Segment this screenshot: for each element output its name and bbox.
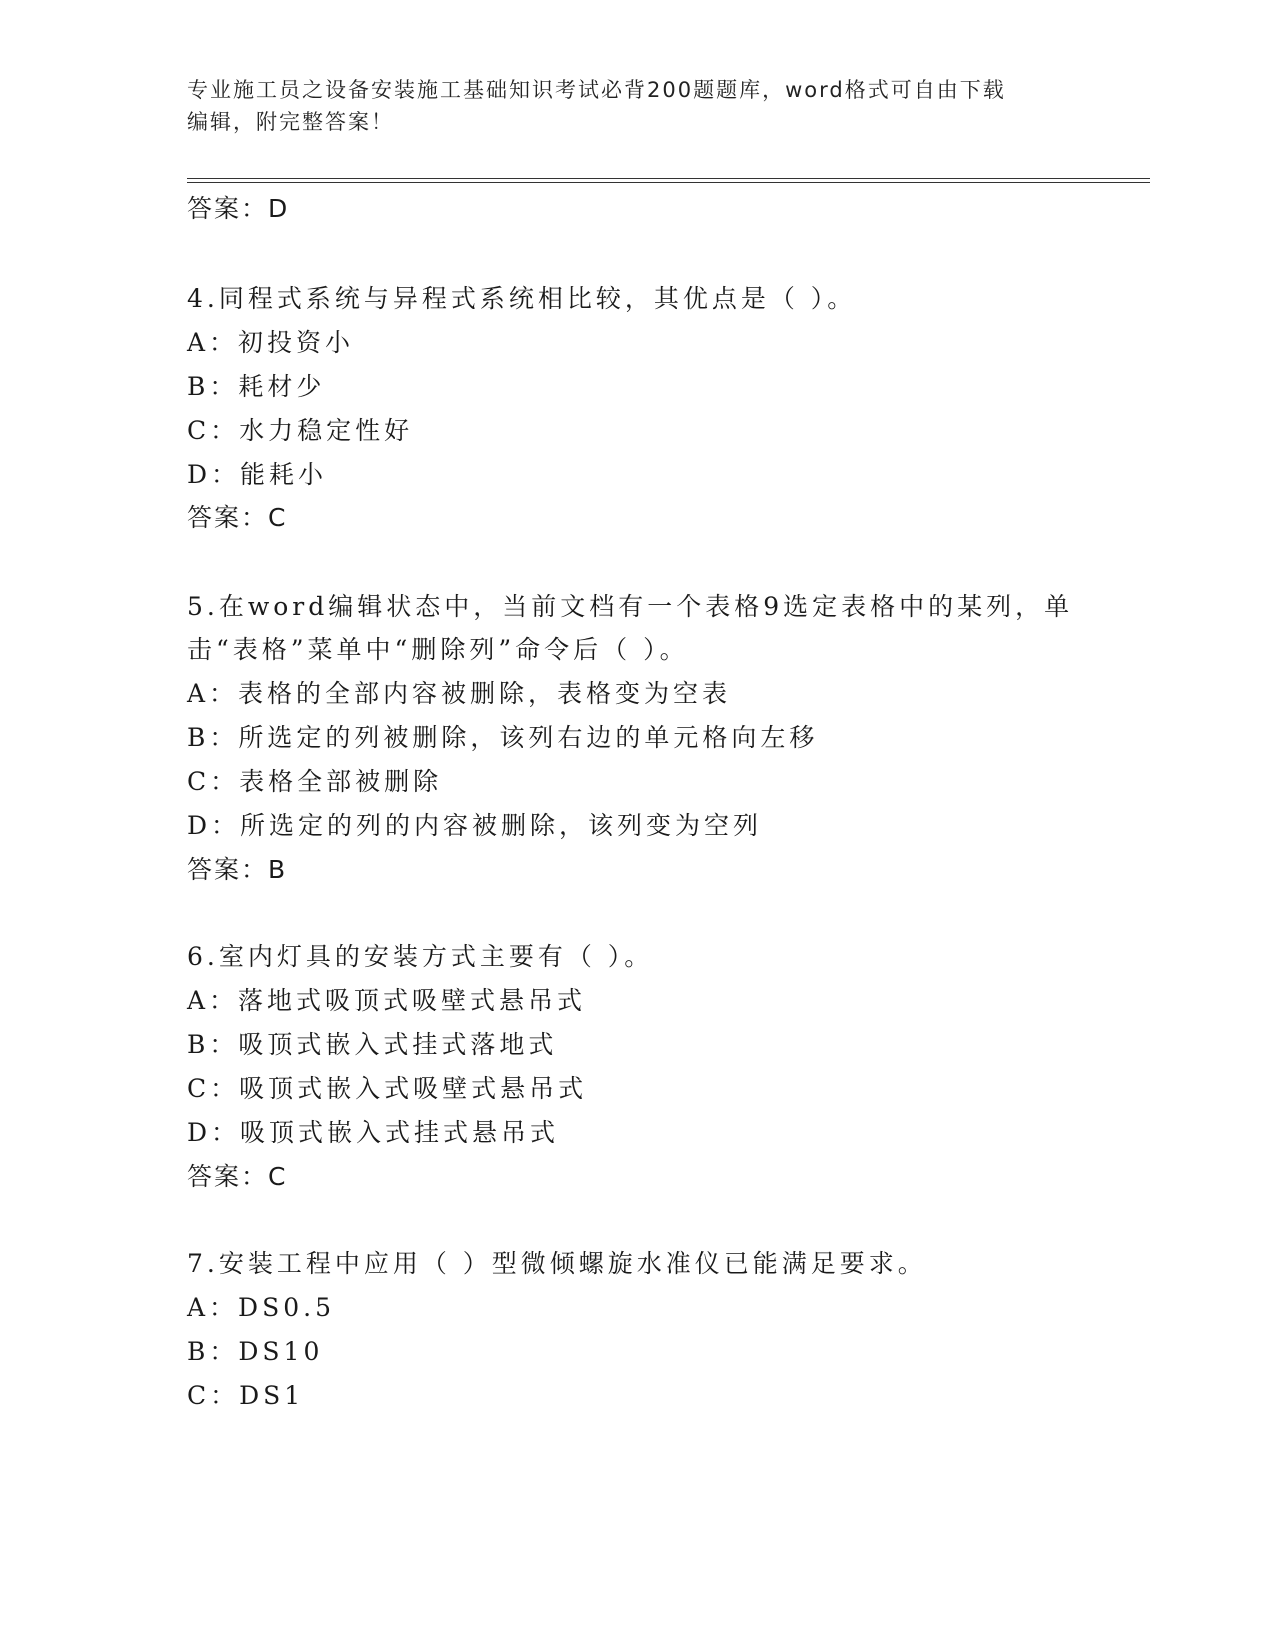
question-7-option-b: B：DS10: [187, 1337, 324, 1366]
question-6-answer: 答案：C: [187, 1162, 288, 1191]
question-7-option-a: A：DS0.5: [187, 1293, 335, 1322]
header-divider-bottom: [187, 182, 1150, 183]
question-6-stem: 6.室内灯具的安装方式主要有（ ）。: [187, 942, 654, 971]
question-6-option-a: A：落地式吸顶式吸壁式悬吊式: [187, 986, 587, 1015]
question-5-option-d: D：所选定的列的内容被删除，该列变为空列: [187, 811, 763, 840]
question-4-option-c: C：水力稳定性好: [187, 416, 414, 445]
question-6-option-d: D：吸顶式嵌入式挂式悬吊式: [187, 1118, 560, 1147]
question-4-answer: 答案：C: [187, 503, 288, 532]
question-4-option-b: B：耗材少: [187, 372, 326, 401]
question-5-stem-line1: 5.在word编辑状态中，当前文档有一个表格9选定表格中的某列，单: [187, 592, 1074, 621]
header-title-line1: 专业施工员之设备安装施工基础知识考试必背200题题库，word格式可自由下载: [187, 78, 1006, 102]
header-divider-top: [187, 178, 1150, 179]
question-4-option-a: A：初投资小: [187, 328, 355, 357]
question-5-option-c: C：表格全部被删除: [187, 767, 443, 796]
question-4-stem: 4.同程式系统与异程式系统相比较，其优点是（ ）。: [187, 284, 857, 313]
question-4-option-d: D：能耗小: [187, 460, 328, 489]
question-5-stem-line2: 击“表格”菜单中“删除列”命令后（ ）。: [187, 635, 689, 664]
answer-previous: 答案：D: [187, 194, 290, 223]
question-6-option-b: B：吸顶式嵌入式挂式落地式: [187, 1030, 558, 1059]
question-5-answer: 答案：B: [187, 855, 288, 884]
question-7-stem: 7.安装工程中应用（ ）型微倾螺旋水准仪已能满足要求。: [187, 1249, 927, 1278]
question-5-option-a: A：表格的全部内容被删除，表格变为空表: [187, 679, 732, 708]
question-5-option-b: B：所选定的列被删除，该列右边的单元格向左移: [187, 723, 819, 752]
document-header: [187, 74, 1067, 138]
question-7-option-c: C：DS1: [187, 1381, 305, 1410]
question-6-option-c: C：吸顶式嵌入式吸壁式悬吊式: [187, 1074, 588, 1103]
header-title-line2: 编辑，附完整答案！: [187, 110, 394, 134]
